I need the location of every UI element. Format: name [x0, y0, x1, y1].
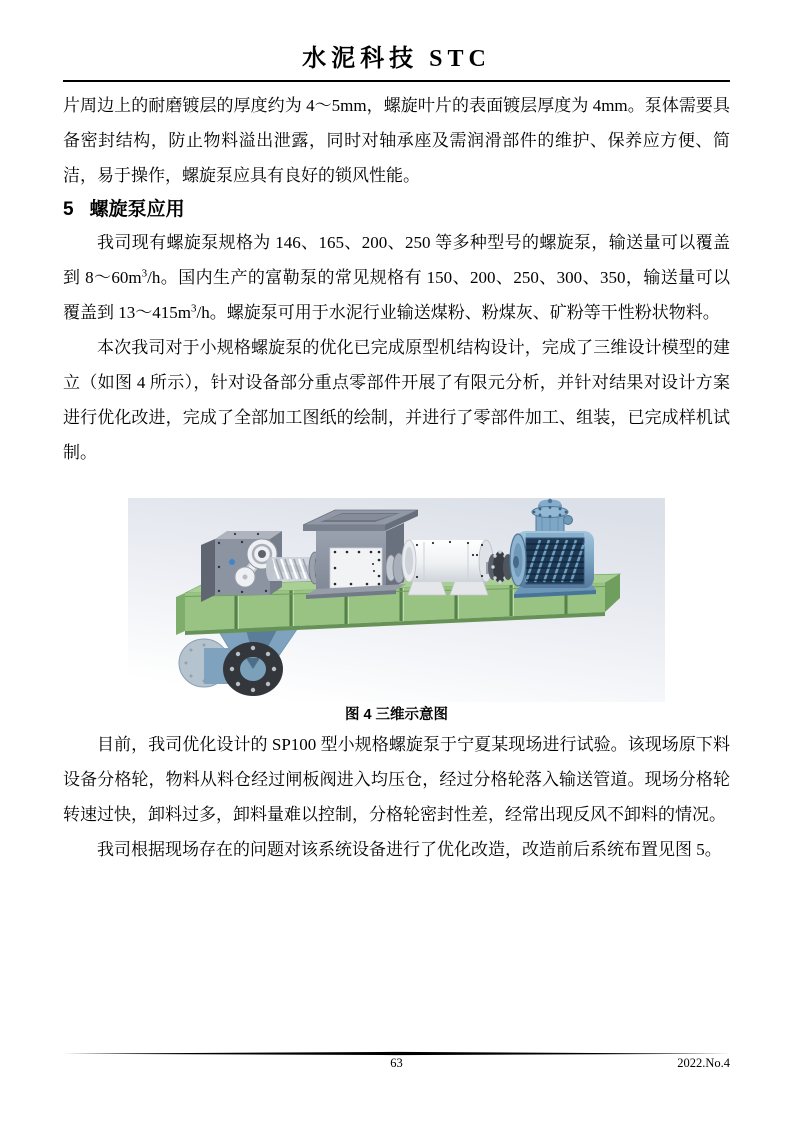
figure-4: [128, 498, 665, 727]
paragraph-1: 片周边上的耐磨镀层的厚度约为 4～5mm，螺旋叶片的表面镀层厚度为 4mm。泵体需要具备密封结构，防止物料溢出泄露，同时对轴承座及需润滑部件的维护、保养应方便、简洁，易于操作，螺旋泵应具有良好的锁风性能。: [63, 96, 730, 185]
section-number: 5: [63, 199, 74, 220]
section-heading: [63, 195, 730, 225]
issue-label: 2022.No.4: [677, 1056, 730, 1070]
paragraph-5: 我司根据现场存在的问题对该系统设备进行了优化改造，改造前后系统布置见图 5。: [97, 840, 722, 859]
section-title: 螺旋泵应用: [89, 199, 185, 220]
page-number: 63: [390, 1056, 403, 1070]
header-rule: [63, 80, 730, 82]
figure-image-3d-model: [128, 498, 665, 702]
cubic-superscript: 3: [190, 302, 197, 315]
journal-title: 水泥科技 STC: [302, 46, 491, 72]
paragraph-4: 目前，我司优化设计的 SP100 型小规格螺旋泵于宁夏某现场进行试验。该现场原下料设备分格轮，物料从料仓经过闸板阀进入均压仓，经过分格轮落入输送管道。现场分格轮转速过快，卸料过多，卸料量难以控制，分格轮密封性差，经常出现反风不卸料的情况。: [63, 735, 730, 824]
paragraph-2: 我司现有螺旋泵规格为 146、165、200、250 等多种型号的螺旋泵，输送量可以覆盖到 $8\sim 60m^3/h$。国内生产的富勒泵的常见规格有 150、200、250、300、350，输送量可以覆盖到 $13\sim 415m^3/h$。螺旋泵可用于水泥行业输送煤粉、粉煤灰、矿粉等干性粉状物料。: [63, 233, 730, 322]
paragraph-3: 本次我司对于小规格螺旋泵的优化已完成原型机结构设计，完成了三维设计模型的建立（如图 4 所示），针对设备部分重点零部件开展了有限元分析，并针对结果对设计方案进行优化改进，完成了全部加工图纸的绘制，并进行了零部件加工、组装，已完成样机试制。: [63, 338, 730, 462]
figure-caption: 图 4 三维示意图: [344, 707, 449, 723]
cubic-superscript: 3: [141, 267, 148, 280]
article-body: [63, 88, 730, 867]
